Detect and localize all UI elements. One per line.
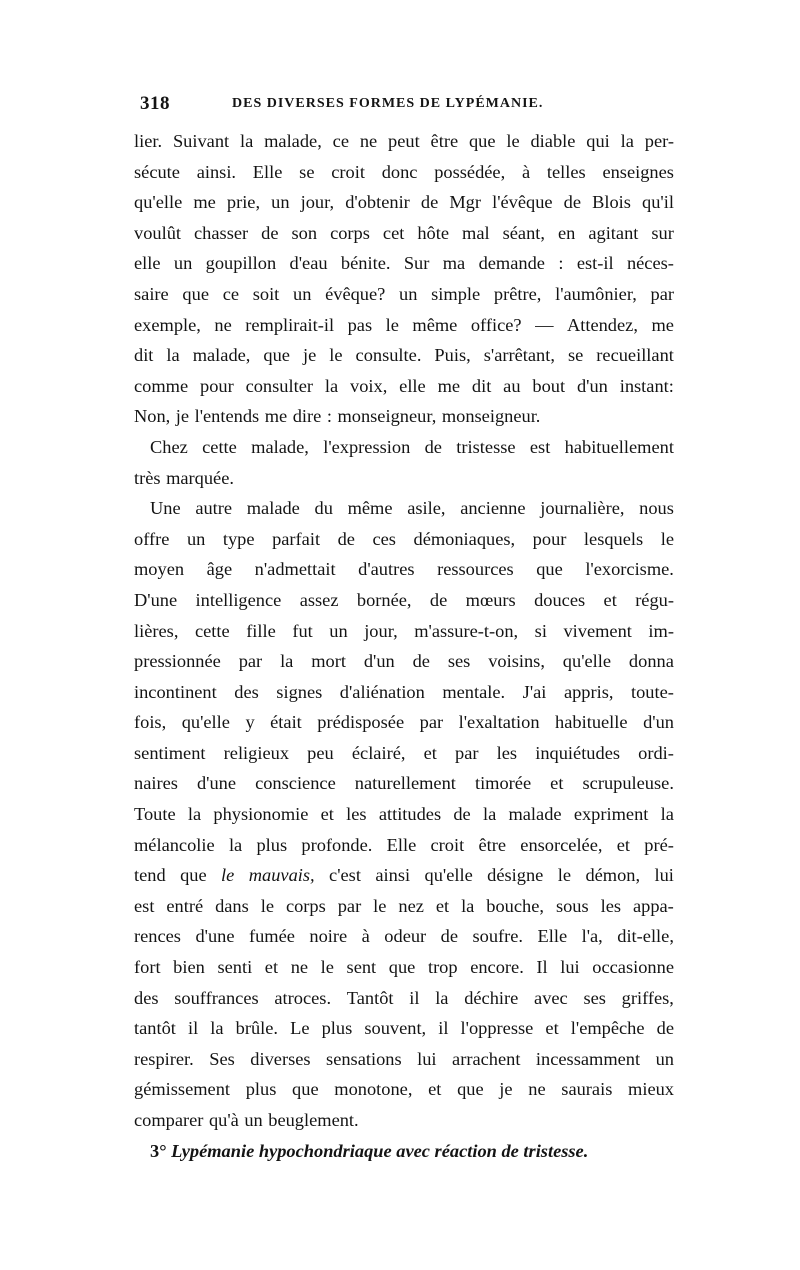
text-line: comparer qu'à un beuglement.: [134, 1110, 359, 1130]
text-line: dit la malade, que je le consulte. Puis, s'arrêtant, se recueillant: [134, 345, 674, 366]
text-line: incontinent des signes d'aliénation mentale. J'ai appris, toute-: [134, 681, 674, 702]
text-line: pressionnée par la mort d'un de ses voisins, qu'elle donna: [134, 651, 674, 672]
text-line: moyen âge n'admettait d'autres ressources que l'exorcisme.: [134, 559, 674, 580]
body-text: [134, 126, 674, 1166]
text-line: respirer. Ses diverses sensations lui arrachent incessamment un: [134, 1048, 674, 1069]
text-line: sécute ainsi. Elle se croit donc possédée, à telles enseignes: [134, 161, 674, 182]
text-line: qu'elle me prie, un jour, d'obtenir de Mgr l'évêque de Blois qu'il: [134, 192, 674, 213]
text-line: Non, je l'entends me dire : monseigneur, monseigneur.: [134, 406, 541, 427]
text-line: tantôt il la brûle. Le plus souvent, il l'oppresse et l'empêche de: [134, 1018, 674, 1039]
text-line: gémissement plus que monotone, et que je ne saurais mieux: [134, 1079, 674, 1100]
text-line: est entré dans le corps par le nez et la bouche, sous les appa-: [134, 895, 674, 916]
text-line: naires d'une conscience naturellement timorée et scrupuleuse.: [134, 773, 674, 794]
page-number: 318: [140, 93, 170, 114]
text-line: D'une intelligence assez bornée, de mœurs douces et régu-: [134, 589, 674, 610]
page-header: [140, 93, 680, 119]
text-line: rences d'une fumée noire à odeur de soufre. Elle l'a, dit-elle,: [134, 926, 674, 947]
text-line: comme pour consulter la voix, elle me dit au bout d'un instant:: [134, 375, 674, 396]
text-line: Toute la physionomie et les attitudes de la malade expriment la: [134, 804, 674, 825]
text-line: fort bien senti et ne le sent que trop encore. Il lui occasionne: [134, 957, 674, 978]
text-line: lières, cette fille fut un jour, m'assure-t-on, si vivement im-: [134, 620, 674, 641]
text-line: fois, qu'elle y était prédisposée par l'exaltation habituelle d'un: [134, 712, 674, 733]
text-line: exemple, ne remplirait-il pas le même office? — Attendez, me: [134, 314, 674, 335]
section-heading-text: Lypémanie hypochondriaque avec réaction de tristesse.: [171, 1140, 589, 1161]
text-line: tend que le mauvais, c'est ainsi qu'elle désigne le démon, lui: [134, 865, 674, 886]
text-line: elle un goupillon d'eau bénite. Sur ma demande : est-il néces-: [134, 253, 674, 274]
section-heading: [134, 1136, 674, 1167]
text-line: lier. Suivant la malade, ce ne peut être que le diable qui la per-: [134, 131, 674, 151]
text-line: mélancolie la plus profonde. Elle croit être ensorcelée, et pré-: [134, 834, 674, 855]
text-line: sentiment religieux peu éclairé, et par les inquiétudes ordi-: [134, 742, 674, 763]
section-heading-number: 3°: [150, 1140, 167, 1161]
text-line: des souffrances atroces. Tantôt il la déchire avec ses griffes,: [134, 987, 674, 1008]
running-title: DES DIVERSES FORMES DE LYPÉMANIE.: [232, 96, 544, 111]
text-line: Une autre malade du même asile, ancienne journalière, nous: [150, 498, 674, 519]
text-line: très marquée.: [134, 467, 234, 488]
text-line: saire que ce soit un évêque? un simple prêtre, l'aumônier, par: [134, 283, 674, 304]
text-line: offre un type parfait de ces démoniaques, pour lesquels le: [134, 528, 674, 549]
text-line: Chez cette malade, l'expression de tristesse est habituellement: [150, 436, 674, 457]
text-line: voulût chasser de son corps cet hôte mal séant, en agitant sur: [134, 222, 674, 243]
